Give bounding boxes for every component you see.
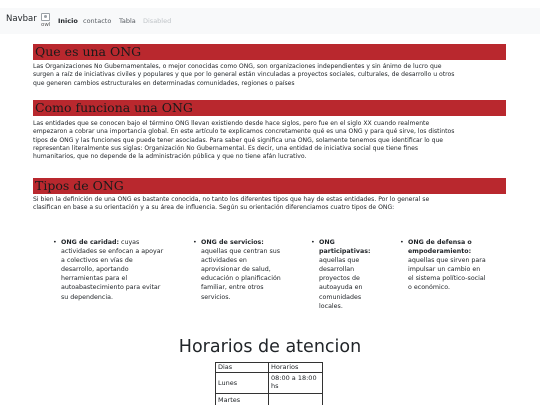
list-item-term: ONG de defensa o	[408, 239, 472, 246]
list-item-caridad	[53, 238, 164, 302]
table-cell-hours-suffix: hs	[271, 382, 279, 390]
list-item-line: aquellas que sirven para	[408, 257, 486, 265]
section-paragraph-que-es	[33, 63, 509, 88]
nav-link-disabled: Disabled	[143, 17, 172, 25]
paragraph-line: tipos de ONG y las funciones que puede tener asociadas. Para saber qué significa una ONG, solamente tenemos que identificar lo que	[33, 136, 444, 144]
list-item-term: participativas:	[319, 248, 371, 256]
nav-link-tabla[interactable]: Tabla	[119, 17, 136, 25]
section-paragraph-tipos	[33, 196, 509, 213]
list-item-text: cuyas	[118, 239, 140, 246]
section-title: Tipos de ONG	[35, 178, 124, 193]
paragraph-line: Las Organizaciones No Gubernamentales, o mejor conocidas como ONG, son organizaciones independientes y sin ánimo de lucro que	[33, 63, 442, 70]
list-item-line: herramientas para el	[61, 275, 128, 283]
bullet-icon: •	[53, 239, 57, 246]
list-item-line: desarrollo, aportando	[61, 266, 129, 274]
logo-alt-text: owl	[41, 22, 51, 28]
list-item-participativas	[311, 238, 371, 311]
paragraph-line: Las entidades que se conocen bajo el término ONG llevan existiendo desde hace siglos, pero fue en el siglo XX cuando realmente	[33, 120, 430, 127]
navbar	[0, 8, 540, 34]
list-item-line: actividades se enfocan a apoyar	[61, 248, 164, 256]
paragraph-line: representan literalmente sus siglas: Organización No Gubernamental. Es decir, una entidad de iniciativa social que tiene fines	[33, 144, 419, 152]
paragraph-line: que generen cambios estructurales en determinadas comunidades, regiones o países	[33, 79, 295, 87]
list-item-line: familiar, entre otros	[201, 284, 264, 292]
section-title: Que es una ONG	[35, 44, 142, 59]
list-item-line: el sistema político-social	[408, 275, 486, 283]
table-header-dias: Dias	[218, 363, 233, 371]
logo-image-icon[interactable]	[41, 13, 55, 29]
navbar-brand[interactable]: Navbar	[6, 14, 37, 24]
list-item-term: ONG de servicios:	[201, 239, 264, 246]
schedule-table	[215, 362, 323, 405]
list-item-line: aquellas que centran sus	[201, 248, 281, 256]
paragraph-line: empezaron a cobrar una importancia global. En este artículo te explicamos concretamente qué es una ONG y para qué sirve, los distintos	[33, 128, 455, 136]
bullet-icon: •	[400, 239, 404, 246]
list-item-line: servicios.	[201, 293, 231, 301]
list-item-line: su dependencia.	[61, 293, 113, 301]
list-item-line: locales.	[319, 302, 343, 310]
list-item-servicios	[193, 238, 281, 302]
paragraph-line: clasifican en base a su orientación y a su área de influencia. Según su orientación diferenciamos cuatro tipos de ONG:	[33, 204, 395, 212]
paragraph-line: surgen a raíz de iniciativas civiles y populares y que por lo general están vinculadas a proyectos sociales, culturales, de desarrollo u otros	[33, 71, 455, 79]
list-item-line: autoabastecimiento para evitar	[61, 284, 161, 292]
section-header-tipos	[33, 178, 506, 194]
list-item-term: empoderamiento:	[408, 248, 472, 256]
list-item-term: ONG de caridad:	[61, 239, 119, 246]
list-item-line: impulsar un cambio en	[408, 266, 481, 274]
list-item-line: aquellas que	[319, 257, 360, 265]
nav-link-contacto[interactable]: contacto	[83, 17, 112, 25]
list-item-line: o económico.	[408, 284, 450, 292]
section-header-que-es	[33, 44, 506, 60]
list-item-line: autoayuda en	[319, 284, 363, 292]
paragraph-line: Si bien la definición de una ONG es bastante conocida, no tanto los diferentes tipos que hay de estas entidades. Por lo general se	[33, 196, 430, 203]
schedule-title: Horarios de atencion	[178, 337, 362, 357]
list-item-line: a colectivos en vías de	[61, 257, 133, 265]
list-item-line: desarrollan	[319, 266, 355, 274]
table-cell-hours: 08:00 a 18:00	[271, 374, 317, 382]
list-item-line: aprovisionar de salud,	[201, 266, 271, 274]
broken-image-icon	[41, 13, 50, 21]
section-header-como-funciona	[33, 100, 506, 116]
list-item-line: actividades en	[201, 257, 247, 265]
table-cell-day: Lunes	[218, 379, 238, 387]
list-item-line: comunidades	[319, 293, 362, 301]
bullet-icon: •	[193, 239, 197, 246]
list-item-line: educación o planificación	[201, 275, 281, 283]
table-row-divider	[216, 393, 322, 394]
table-header-horarios: Horarios	[271, 363, 299, 371]
list-item-line: proyectos de	[319, 275, 360, 283]
list-item-line	[61, 238, 163, 247]
section-title: Como funciona una ONG	[35, 100, 193, 115]
table-cell-day: Martes	[218, 396, 241, 404]
list-item-term: ONG	[319, 239, 335, 246]
paragraph-line: humanitarios, que no depende de la administración pública y que no tiene afán lucrativo.	[33, 153, 307, 161]
list-item-defensa	[400, 238, 486, 293]
nav-link-inicio[interactable]: Inicio	[58, 17, 78, 25]
section-paragraph-como-funciona	[33, 120, 509, 161]
table-row-divider	[216, 372, 322, 373]
table-column-divider	[268, 363, 269, 405]
bullet-icon: •	[311, 239, 315, 246]
